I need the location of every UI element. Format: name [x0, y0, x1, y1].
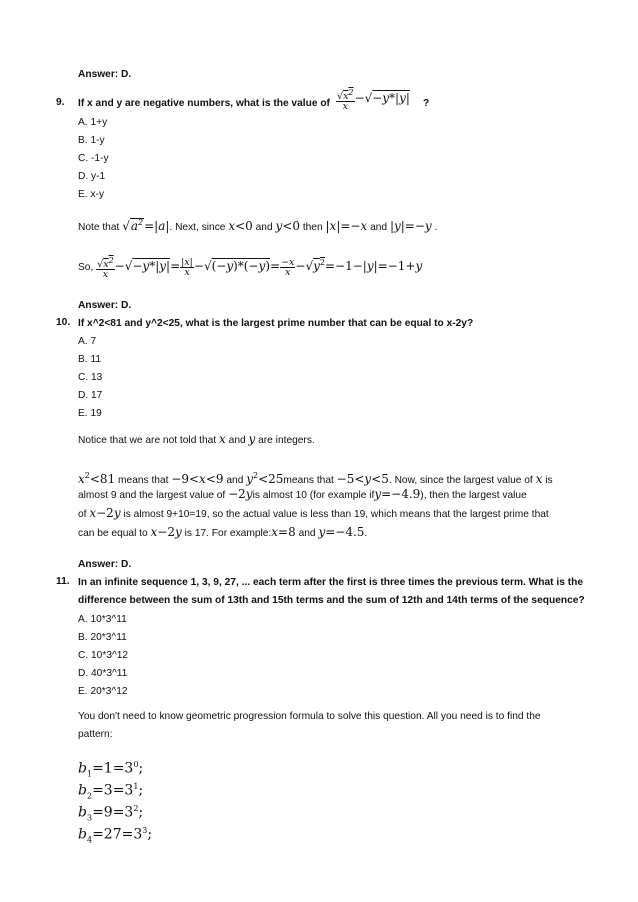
question-11-text-line-2: difference between the sum of 13th and 15th terms and the sum of 12th and 14th terms of the sequence?	[78, 595, 585, 606]
q10-para-line-3: of x−2y is almost 9+10=19, so the actual value is less than 19, which means that the largest prime that	[78, 506, 549, 520]
q10-para-line-4: can be equal to x−2y is 17. For example:x=8 and y=−4.5.	[78, 525, 368, 539]
sequence-term-b4: $b_4=27=3^3$;	[78, 826, 153, 845]
q9-option-a: A. 1+y	[78, 117, 108, 128]
q11-option-c: C. 10*3^12	[78, 650, 129, 661]
answer-q10: Answer: D.	[78, 559, 132, 570]
q10-option-b: B. 11	[78, 354, 102, 365]
question-10-number: 10.	[56, 317, 71, 328]
question-11-number: 11.	[56, 576, 70, 587]
q9-solution-line: So, $\frac{√x^2}{x}$ −√−y*|y|= $\frac{|x|}{x}$ −√(−y)*(−y)= $\frac{-x}{x}$ $-√y^2=-1-|y|=-1+y$	[78, 255, 423, 280]
question-9-prefix: If x and y are negative numbers, what is the value of	[78, 98, 330, 109]
sequence-term-b3: $b_3=9=3^2$;	[78, 804, 144, 823]
q11-explain-line-2: pattern:	[78, 729, 113, 740]
q9-option-e: E. x-y	[78, 189, 105, 200]
q9-note-line: Note that $√a^2=|a|$. Next, since x<0 and y<0 then |x|=−x and |y|=−y .	[78, 218, 438, 233]
q9-option-b: B. 1-y	[78, 135, 105, 146]
q10-option-e: E. 19	[78, 408, 102, 419]
q10-para-line-1: $x^2<81$ means that −9<x<9 and $y^2<25means$ that −5<y<5. Now, since the largest value of x is	[78, 471, 553, 486]
question-9-text	[78, 97, 330, 110]
q11-option-e: E. 20*3^12	[78, 686, 128, 697]
q11-option-a: A. 10*3^11	[78, 614, 127, 625]
answer-q9: Answer: D.	[78, 300, 132, 311]
q9-option-c: C. -1-y	[78, 153, 109, 164]
q11-option-d: D. 40*3^11	[78, 668, 128, 679]
sequence-term-b1: $b_1=1=3^0$;	[78, 760, 144, 779]
q10-option-a: A. 7	[78, 336, 97, 347]
question-10-text: If x^2<81 and y^2<25, what is the largest prime number that can be equal to x-2y?	[78, 318, 474, 329]
q10-option-d: D. 17	[78, 390, 103, 401]
question-11-text-line-1: In an infinite sequence 1, 3, 9, 27, ... each term after the first is three times the previous term. What is the	[78, 577, 583, 588]
q11-explain-line-1: You don't need to know geometric progression formula to solve this question. All you need is to find the	[78, 711, 541, 722]
q11-option-b: B. 20*3^11	[78, 632, 127, 643]
q10-para-line-2: almost 9 and the largest value of −2yis almost 10 (for example ify=−4.9), then the largest value	[78, 487, 527, 501]
sequence-term-b2: $b_2=3=3^1$;	[78, 782, 144, 801]
q9-option-d: D. y-1	[78, 171, 106, 182]
question-9-expression: $\frac{√x^2}{x}$ −√−y*|y|	[337, 87, 410, 112]
question-9-number: 9.	[56, 97, 65, 108]
answer-q8: Answer: D.	[78, 69, 132, 80]
question-9-suffix: ?	[423, 98, 430, 109]
q10-option-c: C. 13	[78, 372, 103, 383]
q10-notice-line: Notice that we are not told that x and y are integers.	[78, 432, 315, 446]
